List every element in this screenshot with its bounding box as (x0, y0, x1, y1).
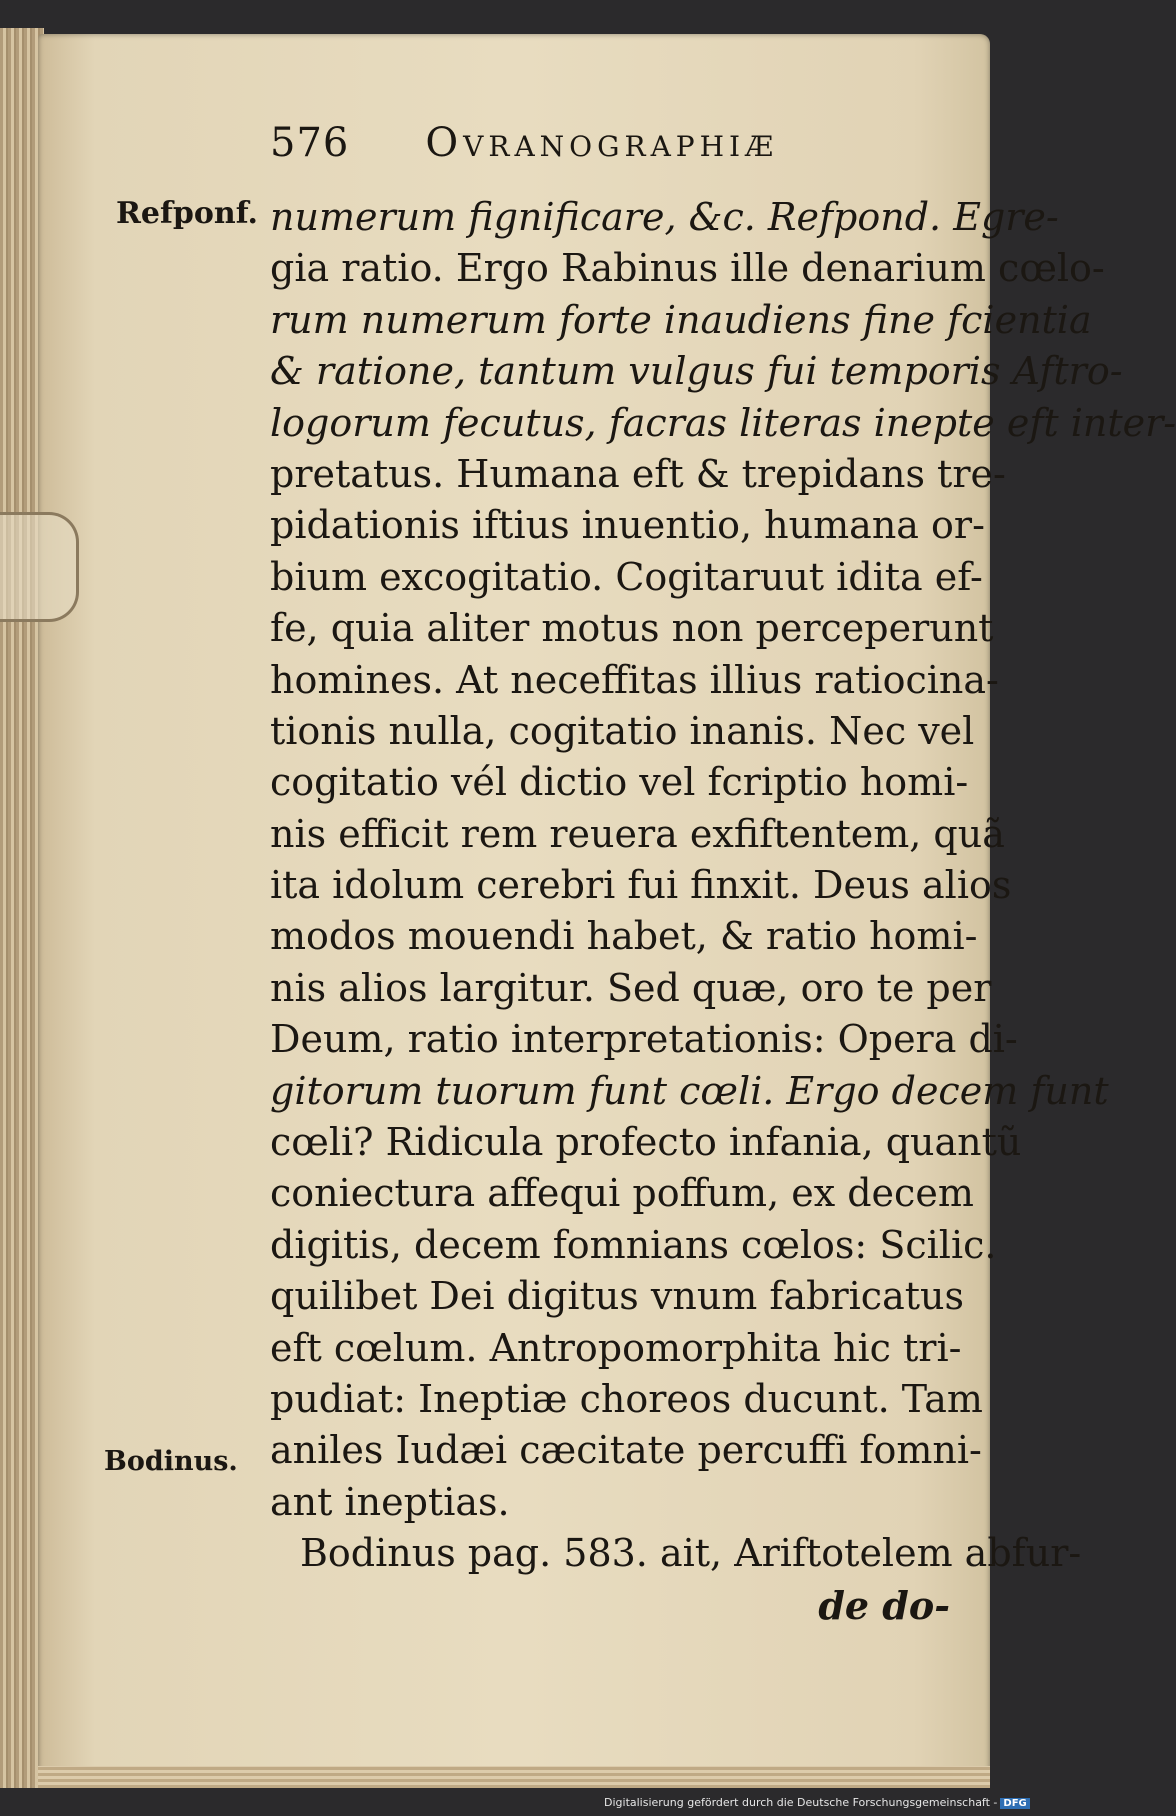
margin-note-bodinus: Bodinus. (104, 1446, 238, 1477)
text-line: & ratione, tantum vulgus fui temporis Aftro- (270, 349, 1123, 394)
text-line: gitorum tuorum funt cœli. Ergo decem funt (270, 1068, 1109, 1113)
running-header (270, 120, 778, 166)
text-line: bium excogitatio. Cogitaruut idita ef- (270, 554, 983, 599)
text-line: ant ineptias. (270, 1479, 510, 1524)
text-line: ita idolum cerebri fui finxit. Deus alios (270, 863, 1012, 908)
text-line: Deum, ratio interpretationis: Opera di- (270, 1017, 1018, 1062)
text-line: modos mouendi habet, & ratio homi- (270, 914, 978, 959)
text-line: numerum fignificare, &c. Refpond. Egre- (270, 195, 1059, 239)
text-line: nis efficit rem reuera exfiftentem, quã (270, 811, 1005, 856)
credit-text: Digitalisierung gefördert durch die Deutsche Forschungsgemeinschaft - (604, 1796, 998, 1809)
text-line: cogitatio vél dictio vel fcriptio homi- (270, 760, 969, 805)
digitization-credit (604, 1796, 1030, 1809)
page-number: 576 (270, 120, 350, 166)
text-line: homines. At neceffitas illius ratiocina- (270, 657, 999, 702)
bottom-page-edge (38, 1766, 990, 1788)
text-line: pudiat: Ineptiæ choreos ducunt. Tam (270, 1376, 983, 1421)
text-line: aniles Iudæi cæcitate percuffi fomni- (270, 1428, 982, 1473)
margin-note-respons: Refponf. (116, 196, 259, 231)
main-text-block (270, 192, 1176, 1631)
text-line: digitis, decem fomnians cœlos: Scilic. (270, 1222, 997, 1267)
text-line: pidationis iftius inuentio, humana or- (270, 503, 985, 548)
text-line: coniectura affequi poffum, ex decem (270, 1171, 974, 1216)
bookmark-tab (0, 512, 79, 622)
text-line: pretatus. Humana eft & trepidans tre- (270, 451, 1006, 496)
text-line: quilibet Dei digitus vnum fabricatus (270, 1274, 964, 1319)
running-title: Ovranographiæ (425, 120, 779, 166)
dfg-logo: DFG (1000, 1798, 1029, 1809)
text-line: tionis nulla, cogitatio inanis. Nec vel (270, 708, 975, 753)
text-line: Bodinus pag. 583. ait, Ariftotelem abfur- (300, 1531, 1082, 1576)
catchword: de do- (818, 1582, 950, 1628)
text-line: fe, quia aliter motus non perceperunt (270, 606, 994, 651)
text-line: cœli? Ridicula profecto infania, quantũ (270, 1120, 1022, 1165)
text-line: nis alios largitur. Sed quæ, oro te per (270, 965, 992, 1010)
text-line: eft cœlum. Antropomorphita hic tri- (270, 1325, 962, 1370)
text-line: logorum fecutus, facras literas inepte eft inter- (270, 400, 1176, 445)
text-line: gia ratio. Ergo Rabinus ille denarium cœlo- (270, 246, 1105, 291)
text-line: rum numerum forte inaudiens fine fcientia (270, 297, 1092, 342)
